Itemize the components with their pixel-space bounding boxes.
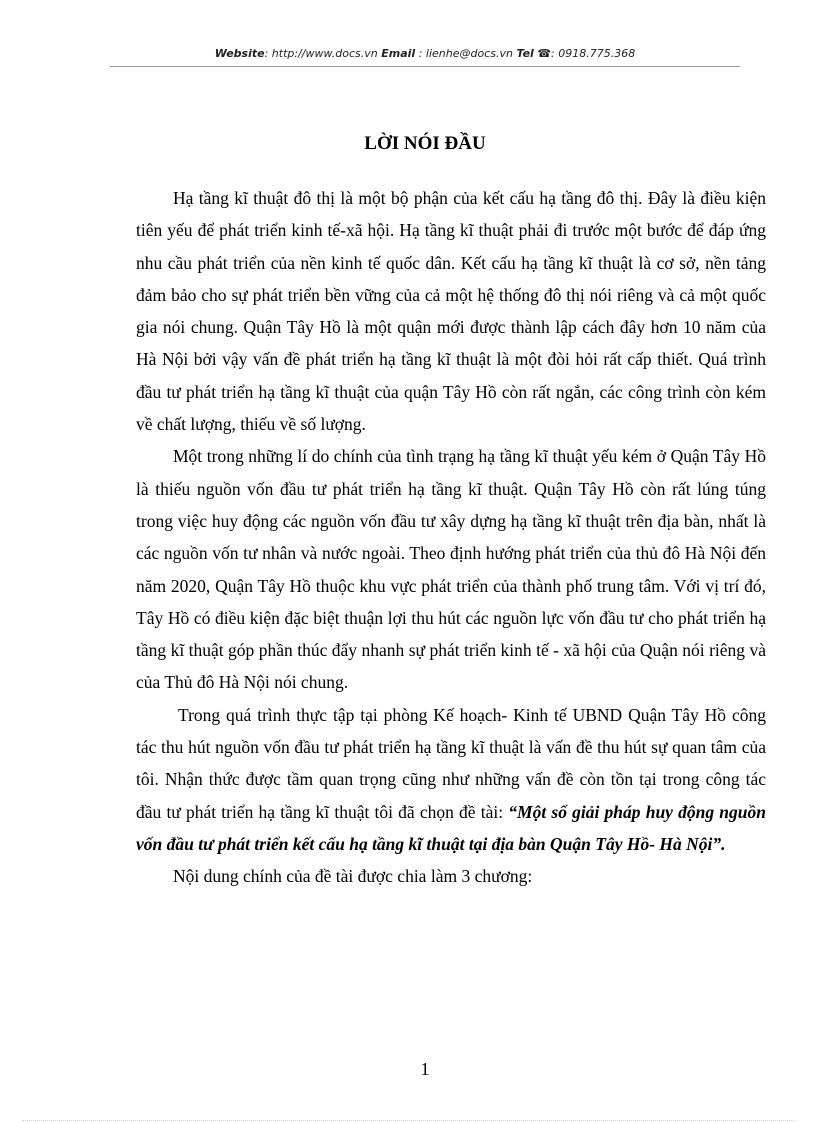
thesis-title: “Một số giải pháp huy động nguồn vốn đầu tư phát triển kết cấu hạ tầng kĩ thuật tại địa bàn Quận Tây Hồ- Hà Nội”. (136, 801, 766, 854)
phone-icon: ☎ (537, 47, 552, 60)
email-value: : lienhe@docs.vn (418, 47, 513, 60)
page-header (110, 47, 740, 60)
tel-value: : 0918.775.368 (551, 47, 636, 60)
website-value: : http://www.docs.vn (264, 47, 378, 60)
document-body (136, 182, 766, 893)
paragraph-4: Nội dung chính của đề tài được chia làm 3 chương: (173, 866, 533, 887)
paragraph-1: Hạ tầng kĩ thuật đô thị là một bộ phận của kết cấu hạ tầng đô thị. Đây là điều kiện tiên yếu để phát triển kinh tế-xã hội. Hạ tầng kĩ thuật phải đi trước một bước để đáp ứng nhu cầu phát triển của nền kinh tế quốc dân. Kết cấu hạ tầng kĩ thuật là cơ sở, nền tảng đảm bảo cho sự phát triển bền vững của cả một hệ thống đô thị nói riêng và cả một quốc gia nói chung. Quận Tây Hồ là một quận mới được thành lập cách đây hơn 10 năm của Hà Nội bởi vậy vấn đề phát triển hạ tầng kĩ thuật là một đòi hỏi rất cấp thiết. Quá trình đầu tư phát triển hạ tầng kĩ thuật của quận Tây Hồ còn rất ngắn, các công trình còn kém về chất lượng, thiếu về số lượng. (136, 188, 766, 435)
tel-label: Tel (516, 47, 534, 60)
email-label: Email (381, 47, 416, 60)
paragraph-2: Một trong những lí do chính của tình trạng hạ tầng kĩ thuật yếu kém ở Quận Tây Hồ là thiếu nguồn vốn đầu tư phát triển hạ tầng kĩ thuật. Quận Tây Hồ còn rất lúng túng trong việc huy động các nguồn vốn đầu tư xây dựng hạ tầng kĩ thuật trên địa bàn, nhất là các nguồn vốn tư nhân và nước ngoài. Theo định hướng phát triển của thủ đô Hà Nội đến năm 2020, Quận Tây Hồ thuộc khu vực phát triển của thành phố trung tâm. Với vị trí đó, Tây Hồ có điều kiện đặc biệt thuận lợi thu hút các nguồn lực vốn đầu tư cho phát triển hạ tầng kĩ thuật góp phần thúc đẩy nhanh sự phát triển kinh tế - xã hội của Quận nói riêng và của Thủ đô Hà Nội nói chung. (136, 446, 766, 693)
paragraph-3 (136, 699, 766, 860)
website-label: Website (214, 47, 265, 60)
page-title: LỜI NÓI ĐẦU (364, 133, 486, 154)
page-bottom-divider (22, 1120, 794, 1121)
paragraph-3-lead: Trong quá trình thực tập tại phòng Kế hoạch- Kinh tế UBND Quận Tây Hồ công tác thu hút nguồn vốn đầu tư phát triển hạ tầng kĩ thuật là vấn đề thu hút sự quan tâm của tôi. Nhận thức được tầm quan trọng cũng như những vấn đề còn tồn tại trong công tác đầu tư phát triển hạ tầng kĩ thuật tôi đã chọn đề tài: (136, 704, 766, 822)
header-divider (110, 66, 740, 67)
page-number: 1 (420, 1059, 430, 1079)
